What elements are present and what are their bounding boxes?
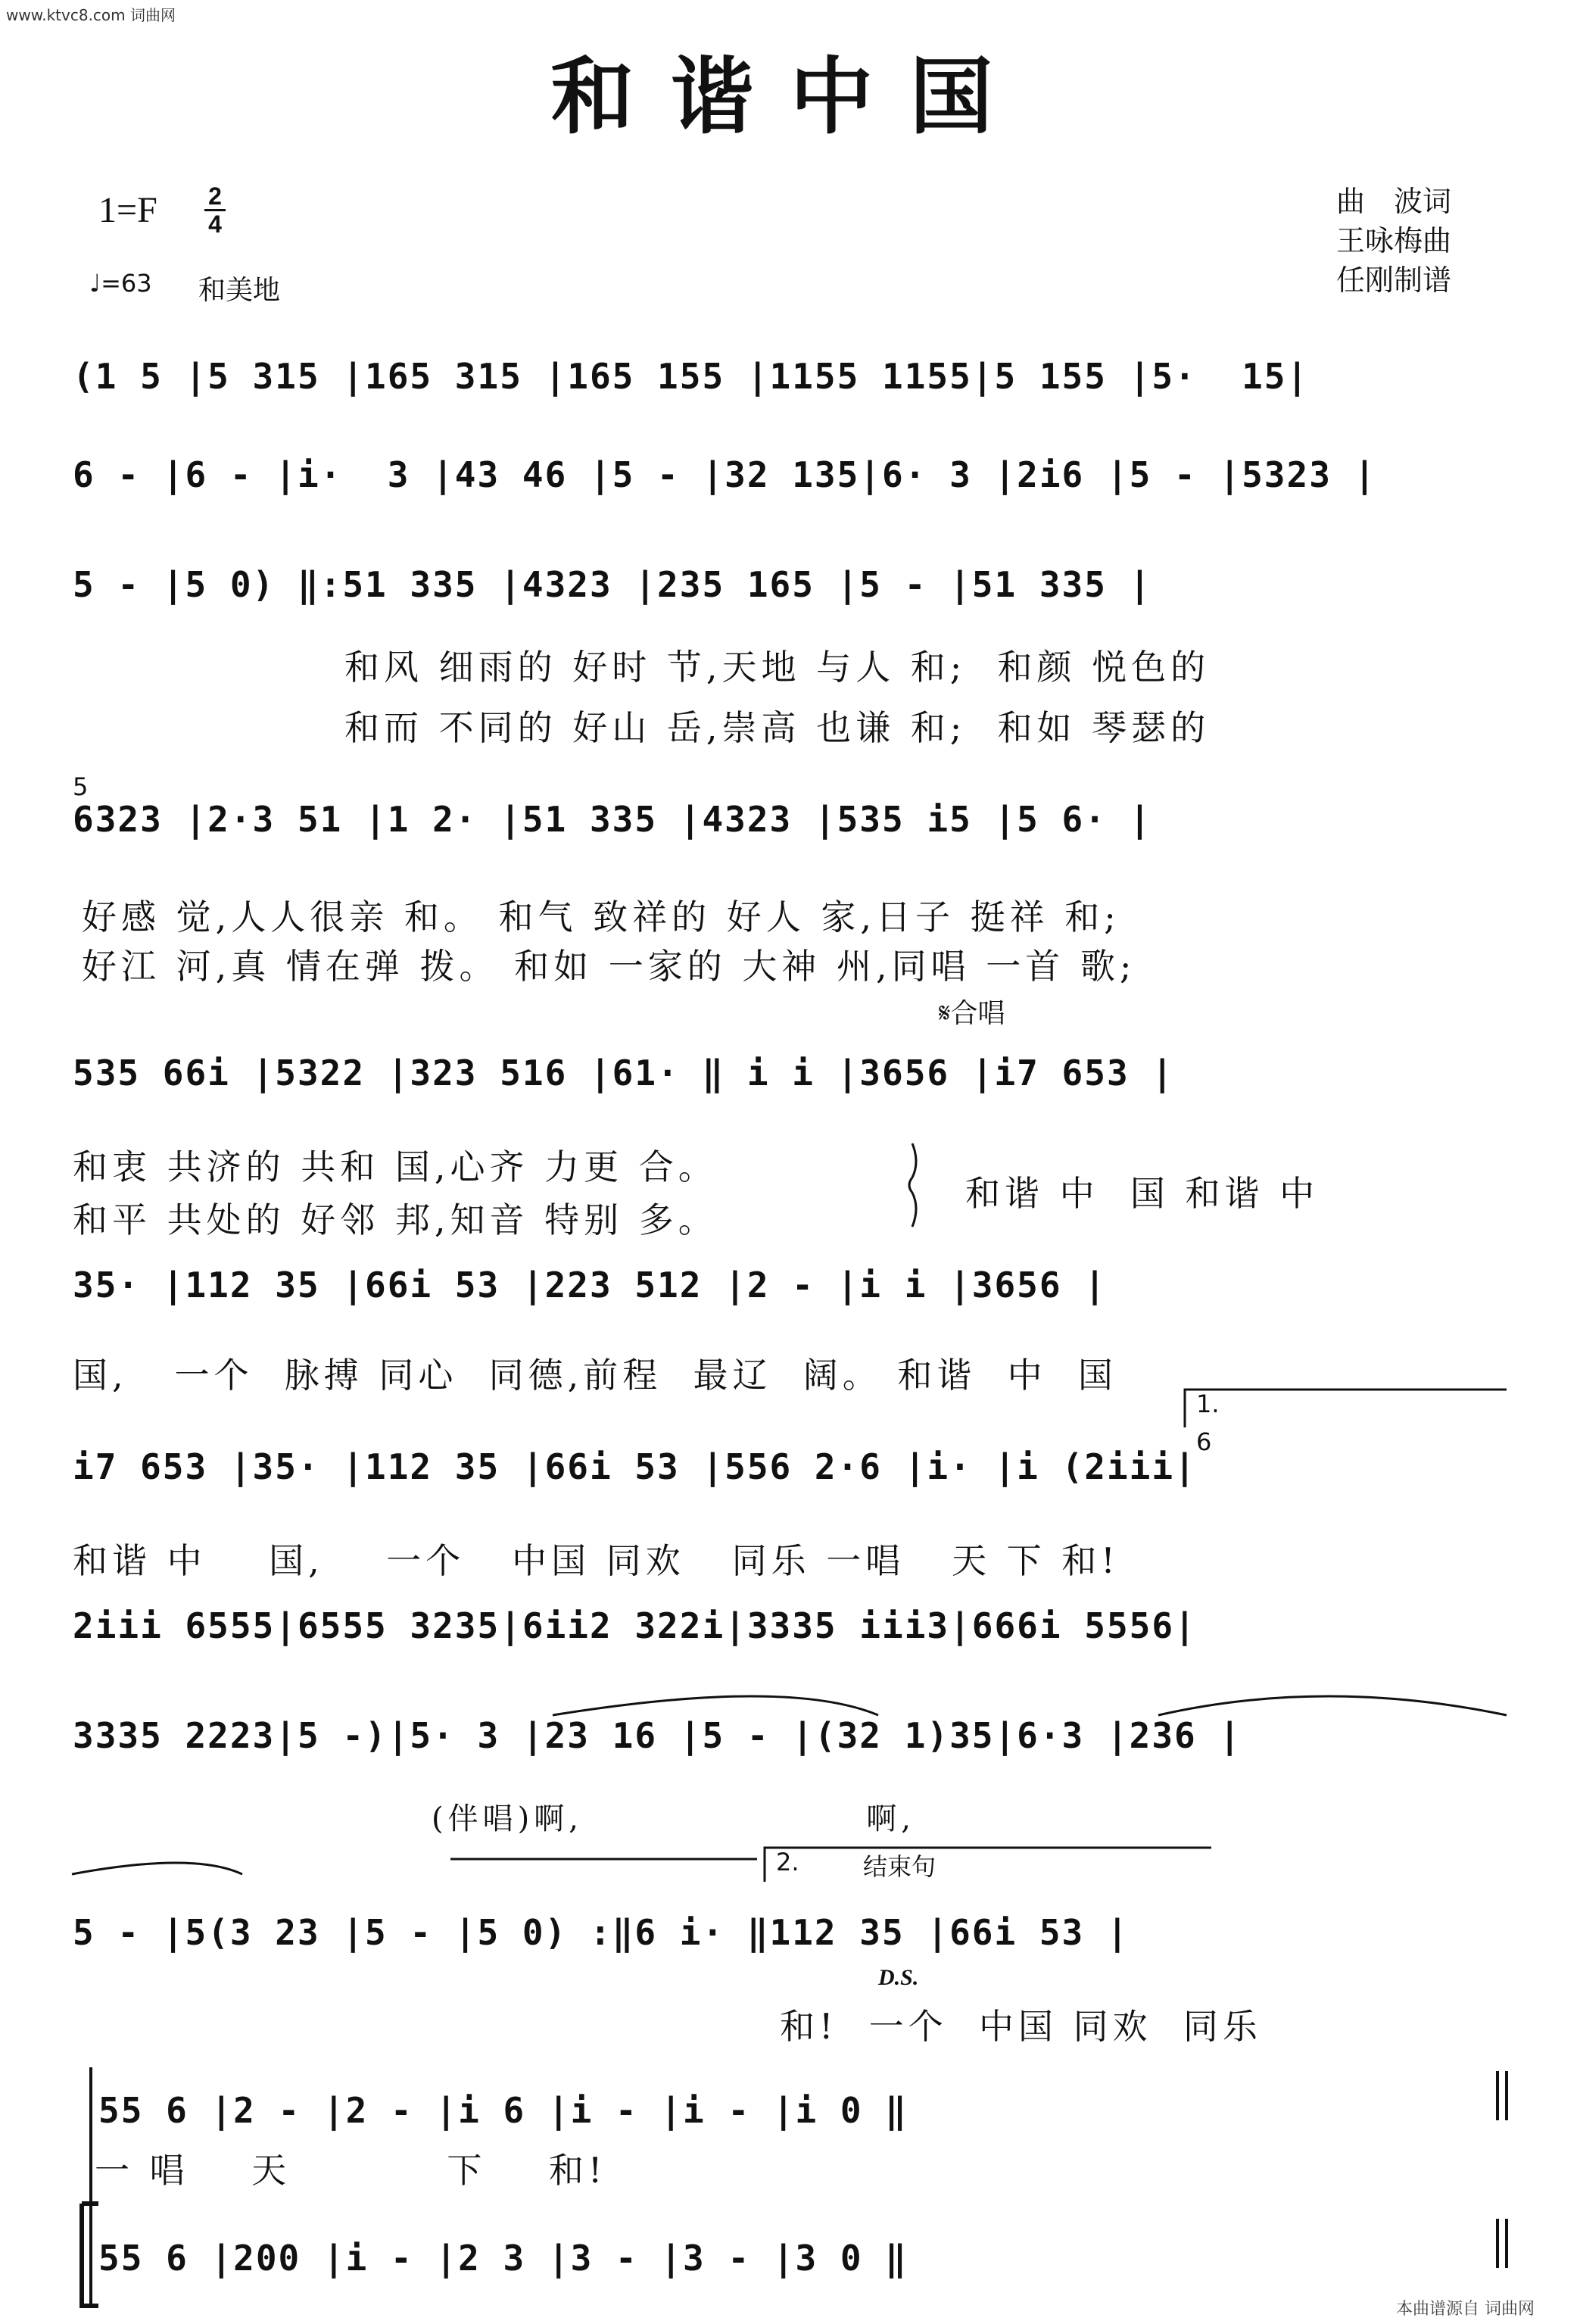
segno-chorus-mark: 𝄋合唱 [939, 998, 1005, 1029]
volta-2-bracket [765, 1848, 1211, 1882]
site-tag: www.ktvc8.com 词曲网 [6, 6, 176, 24]
staff-row-5: 535 66i |5322 |323 516 |61· ‖ i i |3656 |i7 653 | [73, 1053, 1175, 1093]
meter-bottom: 4 [208, 211, 222, 238]
lyric-row-4-verse-2: 好江 河,真 情在弹 拨。 和如 一家的 大神 州,同唱 一首 歌; [82, 946, 1136, 987]
ds-mark: D.S. [878, 1965, 919, 1990]
lyric-row-6: 国, 一个 脉搏 同心 同德,前程 最辽 阔。 和谐 中 国 [73, 1355, 1117, 1396]
lyric-row-9: (伴唱)啊, 啊, [432, 1801, 915, 1836]
lyric-row-7: 和谐 中 国, 一个 中国 同欢 同乐 一唱 天 下 和! [73, 1540, 1120, 1581]
staff-row-3: 5 - |5 0) ‖:51 335 |4323 |235 165 |5 - |51 335 | [73, 564, 1152, 605]
staff-row-1: (1 5 |5 315 |165 315 |165 155 |1155 1155|5 155 |5· 15| [73, 356, 1310, 397]
chorus-lyric: 和谐 中 国 和谐 中 [965, 1173, 1320, 1214]
meter-top: 2 [208, 182, 222, 210]
staff-row-7: i7 653 |35· |112 35 |66i 53 |556 2·6 |i· |i (2iii| [73, 1446, 1197, 1487]
grace-note-5: 5 [73, 772, 89, 801]
key-signature: 1=F [98, 190, 157, 230]
lyric-row-4-verse-1: 好感 觉,人人很亲 和。 和气 致祥的 好人 家,日子 挺祥 和; [82, 897, 1120, 937]
staff-row-6: 35· |112 35 |66i 53 |223 512 |2 - |i i |3656 | [73, 1265, 1107, 1305]
slur-row-10 [72, 1863, 242, 1874]
verse-brace [909, 1143, 916, 1227]
footer-source: 本曲谱源自 词曲网 [1396, 2300, 1535, 2319]
slur-row-9-a [553, 1696, 878, 1715]
volta-2-label: 2. [776, 1848, 799, 1876]
composer: 王咏梅曲 [1336, 224, 1452, 257]
lyric-row-3-verse-2: 和而 不同的 好山 岳,崇高 也谦 和; 和如 琴瑟的 [344, 707, 1211, 748]
volta-1-bracket [1185, 1390, 1507, 1427]
staff-row-12-lower: 55 6 |200 |i - |2 3 |3 - |3 - |3 0 ‖ [98, 2238, 908, 2279]
song-title: 和谐中国 [550, 48, 1030, 145]
final-barline-lower [1497, 2219, 1507, 2268]
volta-1-label: 1. [1196, 1390, 1220, 1418]
lyric-row-5-verse-2: 和平 共处的 好邻 邦,知音 特别 多。 [73, 1199, 718, 1240]
staff-row-8: 2iii 6555|6555 3235|6ii2 322i|3335 iii3|666i 5556| [73, 1605, 1197, 1646]
staff-row-10: 5 - |5(3 23 |5 - |5 0) :‖6 i· ‖112 35 |66i 53 | [73, 1912, 1130, 1953]
expression-mark: 和美地 [198, 275, 281, 306]
final-barline-upper [1497, 2071, 1507, 2120]
lyric-row-5-verse-1: 和衷 共济的 共和 国,心齐 力更 合。 [73, 1146, 718, 1187]
staff-row-2: 6 - |6 - |i· 3 |43 46 |5 - |32 135|6· 3 |2i6 |5 - |5323 | [73, 454, 1377, 495]
staff-row-11-upper: 55 6 |2 - |2 - |i 6 |i - |i - |i 0 ‖ [98, 2090, 908, 2131]
ending-label: 结束句 [863, 1852, 936, 1881]
tempo-mark: ♩=63 [89, 269, 152, 298]
staff-row-4: 6323 |2·3 51 |1 2· |51 335 |4323 |535 i5 |5 6· | [73, 799, 1152, 840]
slur-row-9-b [1158, 1696, 1507, 1715]
lyric-row-11: 一 唱 天 下 和! [95, 2150, 607, 2191]
arranger: 任刚制谱 [1336, 264, 1452, 297]
lyric-row-10: 和! 一个 中国 同欢 同乐 [780, 2006, 1262, 2047]
lyric-row-3-verse-1: 和风 细雨的 好时 节,天地 与人 和; 和颜 悦色的 [344, 647, 1211, 688]
staff-row-9: 3335 2223|5 -)|5· 3 |23 16 |5 - |(32 1)35|6·3 |236 | [73, 1715, 1242, 1756]
lyricist: 曲 波词 [1336, 185, 1452, 218]
grace-note-6: 6 [1196, 1427, 1212, 1456]
